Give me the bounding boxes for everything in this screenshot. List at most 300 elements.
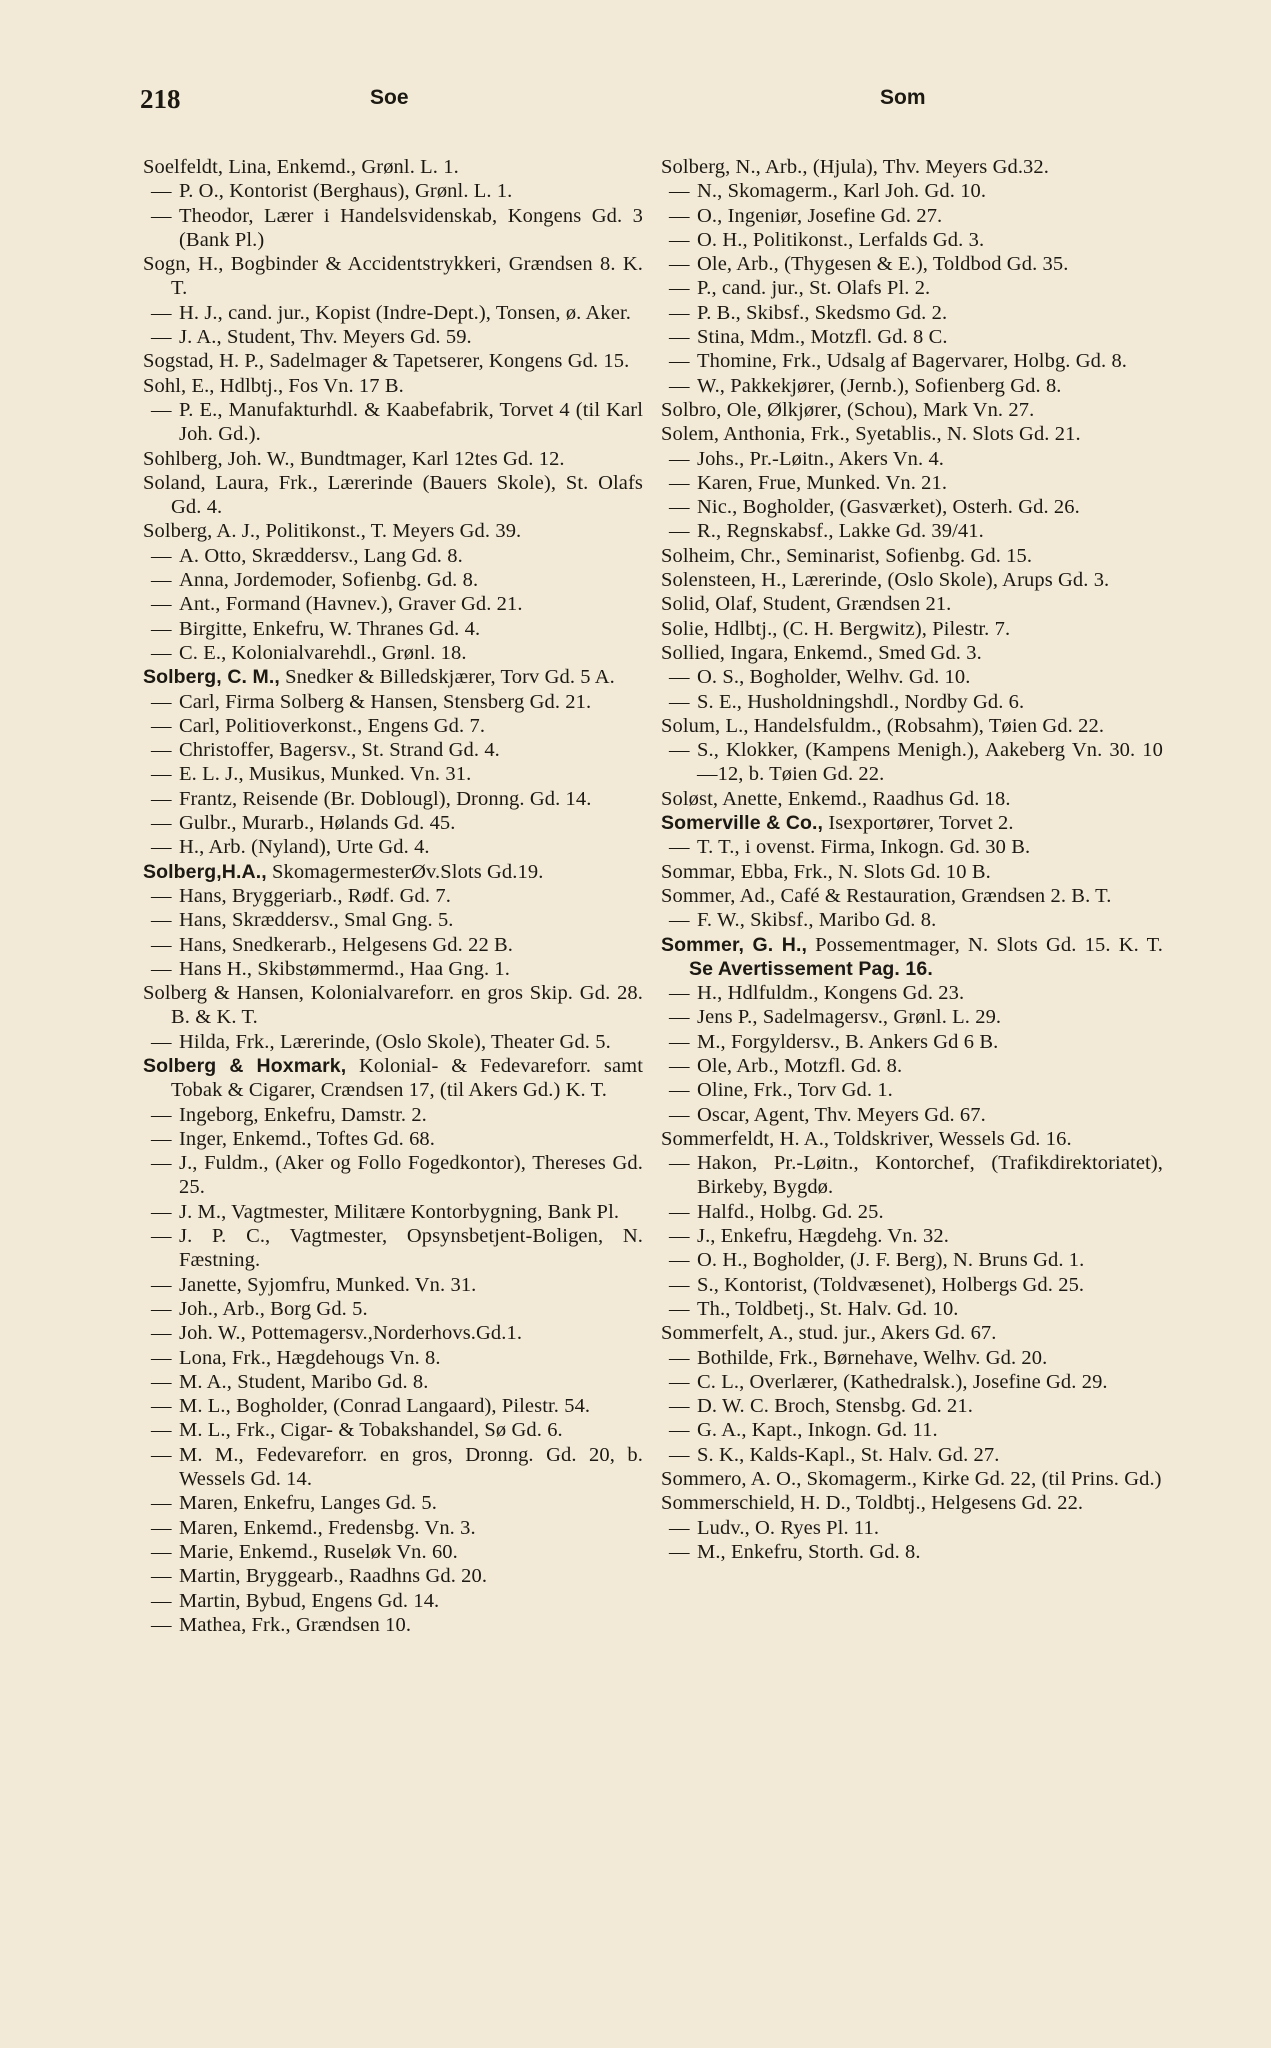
- repeat-dash: —: [151, 1030, 172, 1053]
- repeat-dash: —: [151, 204, 172, 227]
- entry-text: Solberg & Hansen, Kolonialvareforr. en gros Skip. Gd. 28. B. & K. T.: [143, 982, 643, 1029]
- directory-subentry: [661, 908, 1163, 932]
- directory-subentry: [143, 179, 643, 203]
- repeat-dash: —: [669, 739, 690, 762]
- directory-entry: [143, 981, 643, 1030]
- repeat-dash: —: [669, 1249, 690, 1272]
- entry-text: Solid, Olaf, Student, Grændsen 21.: [661, 593, 952, 616]
- directory-subentry: [143, 1321, 643, 1345]
- directory-subentry: [143, 762, 643, 786]
- repeat-dash: —: [151, 714, 172, 737]
- repeat-dash: —: [151, 909, 172, 932]
- entry-text: Nic., Bogholder, (Gasværket), Osterh. Gd. 26.: [697, 496, 1080, 519]
- directory-subentry: [661, 1443, 1163, 1467]
- repeat-dash: —: [151, 326, 172, 349]
- directory-subentry: [661, 1297, 1163, 1321]
- repeat-dash: —: [669, 1395, 690, 1418]
- directory-subentry: [661, 325, 1163, 349]
- directory-entry: [143, 860, 643, 884]
- entry-text: P. B., Skibsf., Skedsmo Gd. 2.: [697, 301, 948, 324]
- directory-subentry: [143, 884, 643, 908]
- directory-subentry: [143, 544, 643, 568]
- directory-entry: [661, 933, 1163, 982]
- repeat-dash: —: [151, 1589, 172, 1612]
- directory-subentry: [143, 568, 643, 592]
- entry-text: R., Regnskabsf., Lakke Gd. 39/41.: [697, 520, 984, 543]
- directory-subentry: [143, 787, 643, 811]
- entry-text: Solberg, N., Arb., (Hjula), Thv. Meyers Gd.32.: [661, 156, 1049, 178]
- directory-subentry: [661, 471, 1163, 495]
- entry-bold-name: Solberg,H.A.,: [143, 860, 267, 883]
- directory-entry: [661, 1467, 1163, 1491]
- entry-text: C. L., Overlærer, (Kathedralsk.), Josefine Gd. 29.: [697, 1370, 1108, 1393]
- directory-subentry: [661, 1054, 1163, 1078]
- directory-subentry: [143, 1540, 643, 1564]
- repeat-dash: —: [151, 1565, 172, 1588]
- directory-subentry: [661, 374, 1163, 398]
- directory-subentry: [143, 1151, 643, 1200]
- directory-subentry: [143, 714, 643, 738]
- entry-text: Sohl, E., Hdlbtj., Fos Vn. 17 B.: [143, 374, 404, 397]
- entry-text: Jens P., Sadelmagersv., Grønl. L. 29.: [697, 1006, 1002, 1029]
- entry-bold-name: Somerville & Co.,: [661, 812, 824, 835]
- directory-entry: [661, 714, 1163, 738]
- directory-subentry: [661, 301, 1163, 325]
- entry-text: Snedker & Billedskjærer, Torv Gd. 5 A.: [285, 666, 615, 689]
- directory-subentry: [143, 1443, 643, 1492]
- entry-text: Th., Toldbetj., St. Halv. Gd. 10.: [697, 1297, 959, 1320]
- directory-subentry: [143, 204, 643, 253]
- entry-text: P., cand. jur., St. Olafs Pl. 2.: [697, 277, 931, 300]
- directory-subentry: [143, 301, 643, 325]
- right-column: [661, 155, 1163, 1564]
- repeat-dash: —: [151, 1297, 172, 1320]
- repeat-dash: —: [151, 593, 172, 616]
- directory-subentry: [143, 957, 643, 981]
- repeat-dash: —: [669, 1540, 690, 1563]
- entry-text: Hans, Bryggeriarb., Rødf. Gd. 7.: [179, 884, 451, 907]
- directory-subentry: [143, 1394, 643, 1418]
- repeat-dash: —: [151, 957, 172, 980]
- entry-text: Inger, Enkemd., Toftes Gd. 68.: [179, 1127, 435, 1150]
- repeat-dash: —: [669, 1419, 690, 1442]
- entry-text: Halfd., Holbg. Gd. 25.: [697, 1200, 884, 1223]
- entry-text: O., Ingeniør, Josefine Gd. 27.: [697, 204, 943, 227]
- entry-text: O. H., Bogholder, (J. F. Berg), N. Bruns Gd. 1.: [697, 1249, 1085, 1272]
- directory-subentry: [143, 641, 643, 665]
- running-head-right: Som: [880, 86, 926, 109]
- entry-text: Hans, Skræddersv., Smal Gng. 5.: [179, 909, 454, 932]
- repeat-dash: —: [669, 1273, 690, 1296]
- entry-text: Marie, Enkemd., Ruseløk Vn. 60.: [179, 1540, 458, 1563]
- directory-entry: [661, 787, 1163, 811]
- entry-text: Stina, Mdm., Motzfl. Gd. 8 C.: [697, 326, 948, 349]
- entry-text: Solheim, Chr., Seminarist, Sofienbg. Gd. 15.: [661, 544, 1033, 567]
- entry-text: Sommer, Ad., Café & Restauration, Grændsen 2. B. T.: [661, 884, 1112, 907]
- entry-text: G. A., Kapt., Inkogn. Gd. 11.: [697, 1419, 938, 1442]
- entry-text: Sogn, H., Bogbinder & Accidentstrykkeri, Grændsen 8. K. T.: [143, 253, 643, 300]
- entry-text: Sogstad, H. P., Sadelmager & Tapetserer, Kongens Gd. 15.: [143, 350, 630, 373]
- entry-text: Possementmager, N. Slots Gd. 15. K. T.: [815, 933, 1163, 956]
- entry-text: Christoffer, Bagersv., St. Strand Gd. 4.: [179, 739, 500, 762]
- directory-subentry: [143, 1418, 643, 1442]
- directory-subentry: [661, 738, 1163, 787]
- entry-text: P. O., Kontorist (Berghaus), Grønl. L. 1.: [179, 180, 513, 203]
- entry-bold-name: Solberg & Hoxmark,: [143, 1054, 347, 1077]
- repeat-dash: —: [669, 496, 690, 519]
- repeat-dash: —: [669, 1079, 690, 1102]
- entry-text: Soland, Laura, Frk., Lærerinde (Bauers Skole), St. Olafs Gd. 4.: [143, 471, 643, 519]
- entry-text: A. Otto, Skræddersv., Lang Gd. 8.: [179, 544, 463, 567]
- directory-subentry: [661, 835, 1163, 859]
- entry-text: M. L., Bogholder, (Conrad Langaard), Pilestr. 54.: [179, 1395, 591, 1418]
- directory-subentry: [661, 349, 1163, 373]
- entry-text: Sommerfelt, A., stud. jur., Akers Gd. 67.: [661, 1322, 997, 1345]
- repeat-dash: —: [669, 1006, 690, 1029]
- entry-text: Martin, Bryggearb., Raadhns Gd. 20.: [179, 1565, 488, 1588]
- repeat-dash: —: [669, 374, 690, 397]
- entry-text: F. W., Skibsf., Maribo Gd. 8.: [697, 909, 937, 932]
- entry-text: Janette, Syjomfru, Munked. Vn. 31.: [179, 1273, 477, 1296]
- repeat-dash: —: [669, 666, 690, 689]
- repeat-dash: —: [151, 1516, 172, 1539]
- entry-text: Karen, Frue, Munked. Vn. 21.: [697, 471, 948, 494]
- repeat-dash: —: [151, 739, 172, 762]
- entry-text: P. E., Manufakturhdl. & Kaabefabrik, Torvet 4 (til Karl Joh. Gd.).: [179, 398, 643, 446]
- entry-text: Oline, Frk., Torv Gd. 1.: [697, 1079, 893, 1102]
- directory-entry: [661, 155, 1163, 179]
- repeat-dash: —: [669, 836, 690, 859]
- entry-text: Oscar, Agent, Thv. Meyers Gd. 67.: [697, 1103, 986, 1126]
- entry-text: Solberg, A. J., Politikonst., T. Meyers Gd. 39.: [143, 520, 522, 543]
- directory-entry: [661, 884, 1163, 908]
- entry-text: M., Enkefru, Storth. Gd. 8.: [697, 1540, 921, 1563]
- entry-text: Solie, Hdlbtj., (C. H. Bergwitz), Pilestr. 7.: [661, 617, 1011, 640]
- directory-entry: [143, 471, 643, 520]
- repeat-dash: —: [669, 228, 690, 251]
- repeat-dash: —: [669, 1030, 690, 1053]
- repeat-dash: —: [151, 301, 172, 324]
- directory-subentry: [661, 1103, 1163, 1127]
- repeat-dash: —: [151, 1492, 172, 1515]
- repeat-dash: —: [669, 1370, 690, 1393]
- directory-subentry: [143, 1297, 643, 1321]
- entry-text: Frantz, Reisende (Br. Doblougl), Dronng. Gd. 14.: [179, 787, 592, 810]
- page-header: [140, 84, 1191, 124]
- directory-entry: [143, 1054, 643, 1103]
- entry-text: Anna, Jordemoder, Sofienbg. Gd. 8.: [179, 569, 479, 592]
- entry-text: M. A., Student, Maribo Gd. 8.: [179, 1370, 429, 1393]
- entry-text: M. M., Fedevareforr. en gros, Dronng. Gd. 20, b. Wessels Gd. 14.: [179, 1443, 643, 1491]
- directory-subentry: [143, 1346, 643, 1370]
- entry-text: O. H., Politikonst., Lerfalds Gd. 3.: [697, 228, 985, 251]
- directory-subentry: [661, 1394, 1163, 1418]
- repeat-dash: —: [151, 690, 172, 713]
- repeat-dash: —: [669, 1152, 690, 1175]
- directory-subentry: [661, 252, 1163, 276]
- repeat-dash: —: [669, 1200, 690, 1223]
- directory-subentry: [661, 1248, 1163, 1272]
- repeat-dash: —: [151, 569, 172, 592]
- entry-text: Hakon, Pr.-Løitn., Kontorchef, (Trafikdirektoriatet), Birkeby, Bygdø.: [697, 1152, 1163, 1199]
- directory-entry: [143, 349, 643, 373]
- repeat-dash: —: [151, 1443, 172, 1466]
- repeat-dash: —: [151, 836, 172, 859]
- repeat-dash: —: [669, 471, 690, 494]
- directory-subentry: [661, 447, 1163, 471]
- directory-entry: [661, 860, 1163, 884]
- directory-subentry: [143, 325, 643, 349]
- directory-subentry: [661, 519, 1163, 543]
- repeat-dash: —: [151, 398, 172, 421]
- repeat-dash: —: [151, 933, 172, 956]
- entry-text: Carl, Politioverkonst., Engens Gd. 7.: [179, 714, 486, 737]
- directory-subentry: [661, 1151, 1163, 1200]
- left-column: [143, 155, 643, 1637]
- directory-subentry: [143, 908, 643, 932]
- entry-text: M. L., Frk., Cigar- & Tobakshandel, Sø Gd. 6.: [179, 1419, 563, 1442]
- entry-text: Soelfeldt, Lina, Enkemd., Grønl. L. 1.: [143, 156, 459, 178]
- entry-text: Lona, Frk., Hægdehougs Vn. 8.: [179, 1346, 441, 1369]
- directory-entry: [143, 374, 643, 398]
- entry-text: Kolonial- & Fedevareforr. samt Tobak & Cigarer, Crændsen 17, (til Akers Gd.) K. T.: [171, 1054, 643, 1102]
- entry-text: Ole, Arb., Motzfl. Gd. 8.: [697, 1054, 903, 1077]
- entry-text: S., Klokker, (Kampens Menigh.), Aakeberg Vn. 30. 10—12, b. Tøien Gd. 22.: [697, 739, 1163, 786]
- entry-text: Maren, Enkemd., Fredensbg. Vn. 3.: [179, 1516, 476, 1539]
- directory-subentry: [143, 738, 643, 762]
- entry-text: H., Arb. (Nyland), Urte Gd. 4.: [179, 836, 430, 859]
- directory-entry: [661, 422, 1163, 446]
- directory-subentry: [661, 179, 1163, 203]
- entry-text: Hans H., Skibstømmermd., Haa Gng. 1.: [179, 957, 510, 980]
- directory-subentry: [143, 592, 643, 616]
- repeat-dash: —: [151, 1540, 172, 1563]
- entry-text: J. P. C., Vagtmester, Opsynsbetjent-Boligen, N. Fæstning.: [179, 1225, 643, 1272]
- entry-text: Theodor, Lærer i Handelsvidenskab, Kongens Gd. 3 (Bank Pl.): [179, 204, 643, 251]
- entry-text: T. T., i ovenst. Firma, Inkogn. Gd. 30 B.: [697, 836, 1031, 859]
- page-number: 218: [140, 84, 181, 114]
- directory-subentry: [661, 228, 1163, 252]
- directory-subentry: [661, 1346, 1163, 1370]
- directory-entry: [661, 1127, 1163, 1151]
- directory-entry: [143, 519, 643, 543]
- directory-subentry: [143, 1224, 643, 1273]
- repeat-dash: —: [151, 617, 172, 640]
- directory-subentry: [143, 835, 643, 859]
- repeat-dash: —: [669, 253, 690, 276]
- directory-subentry: [661, 1273, 1163, 1297]
- directory-subentry: [661, 981, 1163, 1005]
- entry-text: Joh., Arb., Borg Gd. 5.: [179, 1297, 368, 1320]
- directory-entry: [661, 398, 1163, 422]
- directory-entry: [143, 447, 643, 471]
- repeat-dash: —: [669, 1297, 690, 1320]
- directory-subentry: [143, 1273, 643, 1297]
- repeat-dash: —: [151, 1273, 172, 1296]
- directory-subentry: [661, 276, 1163, 300]
- directory-subentry: [661, 1005, 1163, 1029]
- directory-entry: [661, 617, 1163, 641]
- directory-entry: [661, 811, 1163, 835]
- entry-text: J., Enkefru, Hægdehg. Vn. 32.: [697, 1225, 949, 1248]
- directory-subentry: [661, 204, 1163, 228]
- entry-text: Johs., Pr.-Løitn., Akers Vn. 4.: [697, 447, 945, 470]
- repeat-dash: —: [669, 982, 690, 1005]
- directory-subentry: [143, 1030, 643, 1054]
- entry-bold-name: Sommer, G. H.,: [661, 933, 807, 956]
- entry-text: Hans, Snedkerarb., Helgesens Gd. 22 B.: [179, 933, 514, 956]
- running-head-left: Soe: [370, 86, 409, 109]
- repeat-dash: —: [151, 1419, 172, 1442]
- entry-text: M., Forgyldersv., B. Ankers Gd 6 B.: [697, 1030, 999, 1053]
- entry-text: Ludv., O. Ryes Pl. 11.: [697, 1516, 880, 1539]
- repeat-dash: —: [151, 1127, 172, 1150]
- directory-subentry: [143, 1200, 643, 1224]
- directory-subentry: [143, 1370, 643, 1394]
- entry-text: Sommar, Ebba, Frk., N. Slots Gd. 10 B.: [661, 860, 991, 883]
- repeat-dash: —: [669, 690, 690, 713]
- repeat-dash: —: [151, 884, 172, 907]
- directory-subentry: [661, 1516, 1163, 1540]
- repeat-dash: —: [669, 1103, 690, 1126]
- directory-entry: [143, 155, 643, 179]
- directory-subentry: [143, 1127, 643, 1151]
- entry-text: W., Pakkekjører, (Jernb.), Sofienberg Gd. 8.: [697, 374, 1062, 397]
- entry-text: N., Skomagerm., Karl Joh. Gd. 10.: [697, 180, 987, 203]
- directory-subentry: [661, 1224, 1163, 1248]
- directory-subentry: [143, 398, 643, 447]
- directory-subentry: [661, 665, 1163, 689]
- directory-subentry: [661, 690, 1163, 714]
- entry-text: H. J., cand. jur., Kopist (Indre-Dept.), Tonsen, ø. Aker.: [179, 301, 631, 324]
- directory-subentry: [661, 1540, 1163, 1564]
- repeat-dash: —: [151, 1395, 172, 1418]
- directory-subentry: [143, 1589, 643, 1613]
- entry-text: Ingeborg, Enkefru, Damstr. 2.: [179, 1103, 427, 1126]
- entry-text: Bothilde, Frk., Børnehave, Welhv. Gd. 20.: [697, 1346, 1048, 1369]
- repeat-dash: —: [669, 1443, 690, 1466]
- directory-entry: [661, 1321, 1163, 1345]
- entry-text: Maren, Enkefru, Langes Gd. 5.: [179, 1492, 437, 1515]
- directory-subentry: [661, 1370, 1163, 1394]
- entry-text: Solbro, Ole, Ølkjører, (Schou), Mark Vn. 27.: [661, 398, 1035, 421]
- entry-text: Birgitte, Enkefru, W. Thranes Gd. 4.: [179, 617, 481, 640]
- repeat-dash: —: [151, 1370, 172, 1393]
- entry-text: J., Fuldm., (Aker og Follo Fogedkontor), Thereses Gd. 25.: [179, 1152, 643, 1199]
- entry-text: S. K., Kalds-Kapl., St. Halv. Gd. 27.: [697, 1443, 1000, 1466]
- repeat-dash: —: [669, 204, 690, 227]
- directory-subentry: [661, 1078, 1163, 1102]
- repeat-dash: —: [151, 1322, 172, 1345]
- repeat-dash: —: [151, 763, 172, 786]
- entry-text: Sommerfeldt, H. A., Toldskriver, Wessels Gd. 16.: [661, 1127, 1072, 1150]
- repeat-dash: —: [151, 1346, 172, 1369]
- directory-entry: [661, 568, 1163, 592]
- repeat-dash: —: [669, 1346, 690, 1369]
- repeat-dash: —: [669, 350, 690, 373]
- repeat-dash: —: [669, 520, 690, 543]
- directory-subentry: [661, 495, 1163, 519]
- repeat-dash: —: [151, 787, 172, 810]
- repeat-dash: —: [151, 1225, 172, 1248]
- entry-text: O. S., Bogholder, Welhv. Gd. 10.: [697, 666, 971, 689]
- directory-entry: [143, 252, 643, 301]
- entry-text: Thomine, Frk., Udsalg af Bagervarer, Holbg. Gd. 8.: [697, 350, 1128, 373]
- repeat-dash: —: [669, 447, 690, 470]
- directory-subentry: [143, 1613, 643, 1637]
- repeat-dash: —: [151, 1152, 172, 1175]
- directory-subentry: [661, 1200, 1163, 1224]
- directory-subentry: [143, 933, 643, 957]
- repeat-dash: —: [151, 641, 172, 664]
- entry-text: E. L. J., Musikus, Munked. Vn. 31.: [179, 763, 472, 786]
- entry-text: Hilda, Frk., Lærerinde, (Oslo Skole), Theater Gd. 5.: [179, 1030, 611, 1053]
- repeat-dash: —: [669, 1225, 690, 1248]
- entry-text: S. E., Husholdningshdl., Nordby Gd. 6.: [697, 690, 1025, 713]
- repeat-dash: —: [151, 544, 172, 567]
- entry-text: Solem, Anthonia, Frk., Syetablis., N. Slots Gd. 21.: [661, 423, 1081, 446]
- repeat-dash: —: [151, 812, 172, 835]
- directory-subentry: [143, 1491, 643, 1515]
- entry-text: Soløst, Anette, Enkemd., Raadhus Gd. 18.: [661, 787, 1011, 810]
- directory-entry: [661, 1491, 1163, 1515]
- directory-subentry: [661, 1030, 1163, 1054]
- directory-subentry: [143, 1103, 643, 1127]
- entry-text: Isexportører, Torvet 2.: [828, 812, 1014, 835]
- entry-text: Ole, Arb., (Thygesen & E.), Toldbod Gd. 35.: [697, 253, 1069, 276]
- entry-text: Joh. W., Pottemagersv.,Norderhovs.Gd.1.: [179, 1322, 523, 1345]
- directory-entry: [661, 641, 1163, 665]
- repeat-dash: —: [669, 301, 690, 324]
- directory-entry: [143, 665, 643, 689]
- entry-text: SkomagermesterØv.Slots Gd.19.: [271, 860, 544, 883]
- entry-text: Solum, L., Handelsfuldm., (Robsahm), Tøien Gd. 22.: [661, 714, 1105, 737]
- entry-text: Sohlberg, Joh. W., Bundtmager, Karl 12tes Gd. 12.: [143, 447, 565, 470]
- repeat-dash: —: [669, 180, 690, 203]
- directory-entry: [661, 592, 1163, 616]
- entry-text: Carl, Firma Solberg & Hansen, Stensberg Gd. 21.: [179, 690, 592, 713]
- repeat-dash: —: [669, 277, 690, 300]
- entry-text: Ant., Formand (Havnev.), Graver Gd. 21.: [179, 593, 523, 616]
- repeat-dash: —: [151, 1613, 172, 1636]
- entry-text: H., Hdlfuldm., Kongens Gd. 23.: [697, 982, 965, 1005]
- repeat-dash: —: [669, 909, 690, 932]
- entry-text: Sommerschield, H. D., Toldbtj., Helgesens Gd. 22.: [661, 1492, 1084, 1515]
- repeat-dash: —: [669, 1516, 690, 1539]
- entry-text: C. E., Kolonialvarehdl., Grønl. 18.: [179, 641, 467, 664]
- entry-text: D. W. C. Broch, Stensbg. Gd. 21.: [697, 1395, 973, 1418]
- directory-subentry: [143, 617, 643, 641]
- entry-text: Mathea, Frk., Grændsen 10.: [179, 1613, 412, 1636]
- directory-subentry: [143, 690, 643, 714]
- entry-text: Sollied, Ingara, Enkemd., Smed Gd. 3.: [661, 641, 982, 664]
- entry-text: Gulbr., Murarb., Hølands Gd. 45.: [179, 812, 456, 835]
- repeat-dash: —: [151, 1200, 172, 1223]
- advertisement-reference: Se Avertissement Pag. 16.: [689, 957, 933, 980]
- entry-text: S., Kontorist, (Toldvæsenet), Holbergs Gd. 25.: [697, 1273, 1085, 1296]
- repeat-dash: —: [669, 1054, 690, 1077]
- entry-text: Sommero, A. O., Skomagerm., Kirke Gd. 22, (til Prins. Gd.): [661, 1468, 1162, 1491]
- repeat-dash: —: [669, 326, 690, 349]
- repeat-dash: —: [151, 1103, 172, 1126]
- directory-subentry: [143, 1516, 643, 1540]
- entry-bold-name: Solberg, C. M.,: [143, 666, 280, 689]
- directory-entry: [661, 544, 1163, 568]
- entry-text: J. M., Vagtmester, Militære Kontorbygning, Bank Pl.: [179, 1200, 620, 1223]
- entry-text: Solensteen, H., Lærerinde, (Oslo Skole), Arups Gd. 3.: [661, 569, 1110, 592]
- entry-text: J. A., Student, Thv. Meyers Gd. 59.: [179, 326, 472, 349]
- entry-text: Martin, Bybud, Engens Gd. 14.: [179, 1589, 440, 1612]
